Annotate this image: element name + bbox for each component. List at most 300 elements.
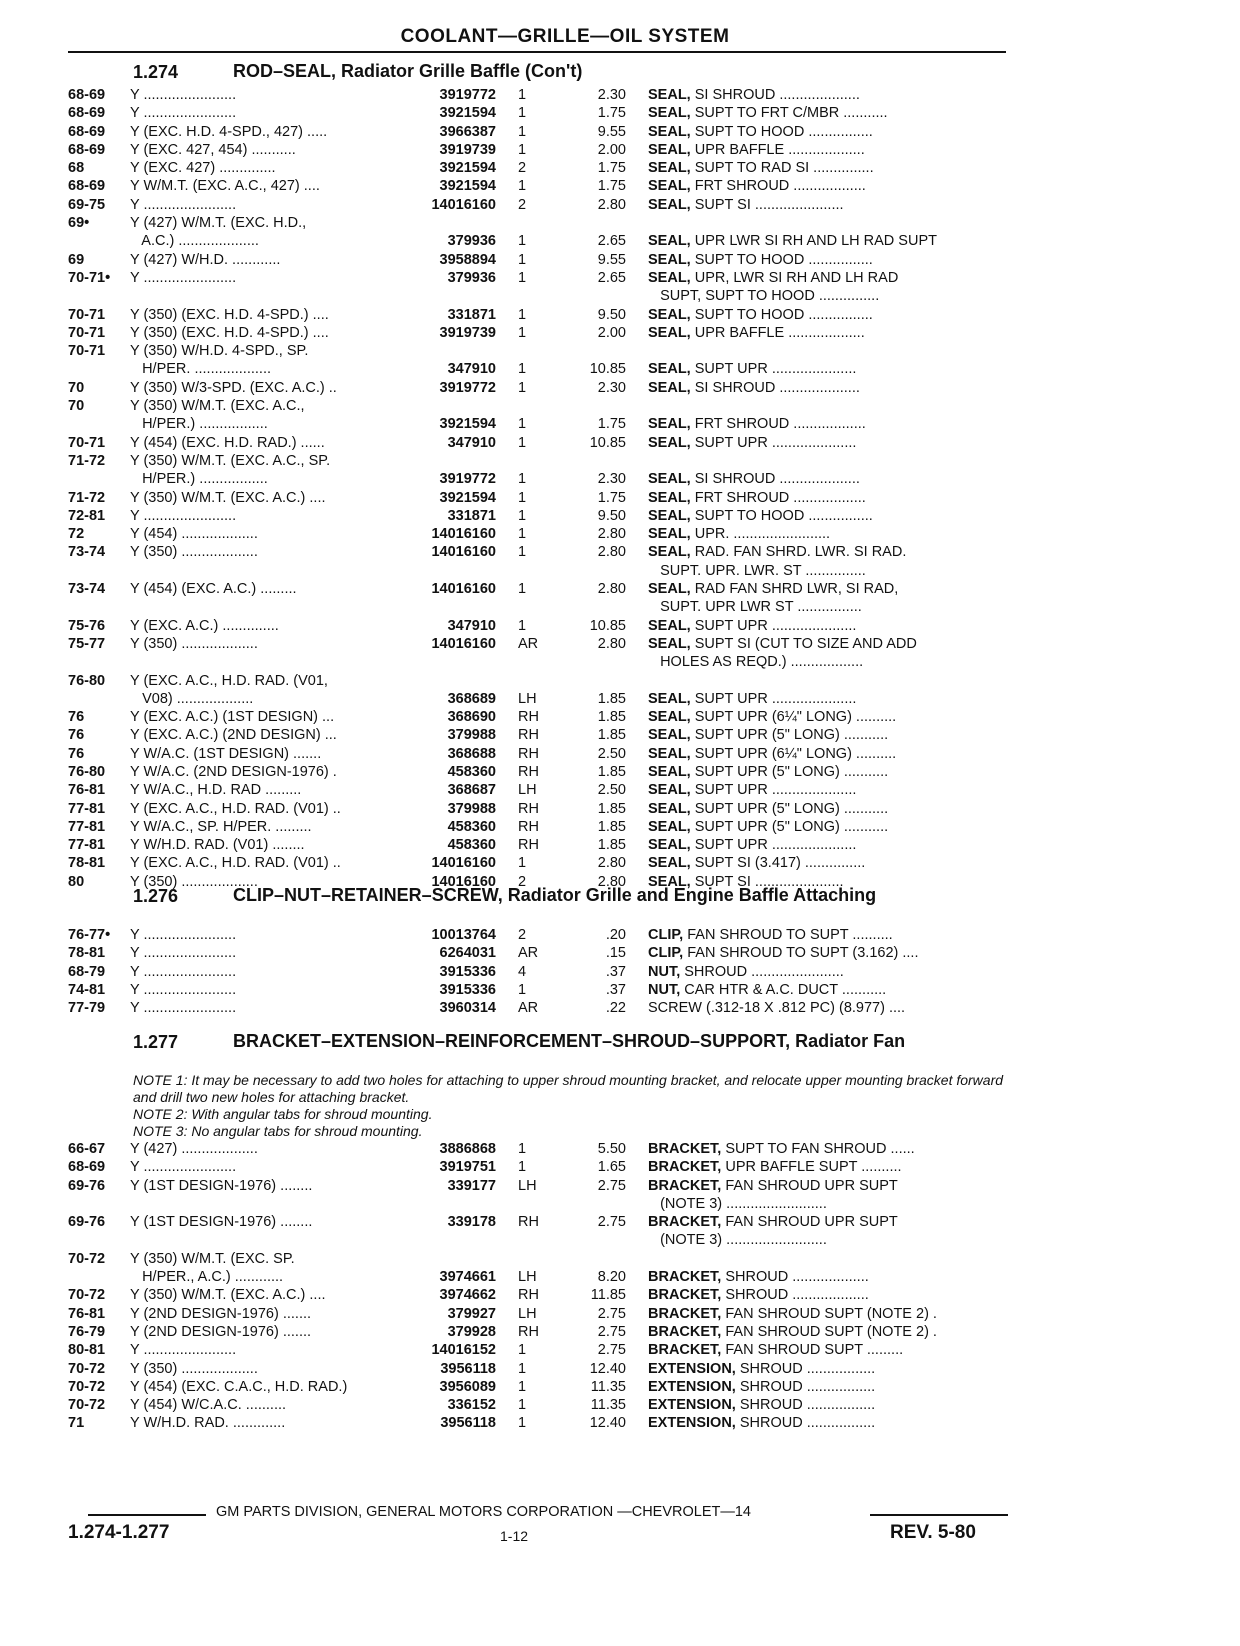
price: 9.55 <box>597 251 626 268</box>
table-row <box>0 926 1240 944</box>
application: H/PER.) ................. <box>130 416 268 433</box>
description: SEAL, SUPT TO RAD SI ............... <box>648 160 874 177</box>
price: 1.85 <box>597 690 626 707</box>
header-rule <box>68 51 1006 53</box>
application: Y (350) W/M.T. (EXC. SP. <box>130 1250 295 1267</box>
price: 1.75 <box>597 160 626 177</box>
table-row <box>0 141 1240 159</box>
price: 2.50 <box>597 745 626 762</box>
part-number: 458360 <box>447 818 496 835</box>
footer-page-number: 1-12 <box>500 1528 529 1544</box>
price: 1.75 <box>597 416 626 433</box>
description: SEAL, SUPT UPR ..................... <box>648 434 857 451</box>
description: SCREW (.312-18 X .812 PC) (8.977) .... <box>648 1000 906 1017</box>
quantity: LH <box>518 690 537 707</box>
quantity: 1 <box>518 105 527 122</box>
model-year: 76-80 <box>68 763 106 780</box>
part-number: 379988 <box>447 727 496 744</box>
part-number: 331871 <box>447 306 496 323</box>
quantity: RH <box>518 763 539 780</box>
part-number: 3921594 <box>439 178 496 195</box>
description: EXTENSION, SHROUD ................. <box>648 1397 876 1414</box>
price: 2.80 <box>597 526 626 543</box>
table-row <box>0 580 1240 598</box>
application: Y (2ND DESIGN-1976) ....... <box>130 1305 312 1322</box>
quantity: 1 <box>518 1141 527 1157</box>
table-row <box>0 963 1240 981</box>
model-year: 78-81 <box>68 855 106 872</box>
price: 8.20 <box>597 1269 626 1286</box>
part-number: 3886868 <box>439 1141 496 1157</box>
quantity: 1 <box>518 123 527 140</box>
table-row <box>0 177 1240 195</box>
part-number: 3974661 <box>439 1269 496 1286</box>
model-year: 76 <box>68 727 85 744</box>
price: 11.35 <box>590 1378 626 1395</box>
quantity: 1 <box>518 306 527 323</box>
part-number: 3956118 <box>440 1415 496 1432</box>
description: SUPT, SUPT TO HOOD ............... <box>648 288 880 305</box>
quantity: LH <box>518 1269 537 1286</box>
part-number: 3915336 <box>439 981 496 998</box>
application: Y (454) (EXC. C.A.C., H.D. RAD.) <box>130 1378 348 1395</box>
table-row <box>0 489 1240 507</box>
model-year: 68-69 <box>68 1159 106 1176</box>
description: SEAL, SUPT UPR (5" LONG) ........... <box>648 800 889 817</box>
quantity: 1 <box>518 544 527 561</box>
model-year: 72-81 <box>68 507 106 524</box>
footer-rule-left <box>88 1514 206 1516</box>
quantity: 1 <box>518 1415 527 1432</box>
price: 2.80 <box>597 873 626 890</box>
part-number: 368689 <box>447 690 496 707</box>
model-year: 70-71 <box>68 434 106 451</box>
price: 11.85 <box>590 1287 626 1304</box>
description: SEAL, SI SHROUD .................... <box>648 379 860 396</box>
application: H/PER.) ................. <box>130 471 268 488</box>
quantity: 1 <box>518 178 527 195</box>
table-row <box>0 379 1240 397</box>
application: Y (350) W/M.T. (EXC. A.C.) .... <box>130 1287 326 1304</box>
quantity: RH <box>518 745 539 762</box>
application: Y (350) W/M.T. (EXC. A.C.) .... <box>130 489 326 506</box>
price: 2.80 <box>597 544 626 561</box>
table-row <box>0 854 1240 872</box>
quantity: RH <box>518 800 539 817</box>
table-row <box>0 1360 1240 1378</box>
section-title: CLIP–NUT–RETAINER–SCREW, Radiator Grille and Engine Baffle Attaching <box>233 885 877 905</box>
application: Y (EXC. 427, 454) ........... <box>130 141 296 158</box>
part-number: 379927 <box>447 1305 496 1322</box>
table-row <box>0 1177 1240 1195</box>
description: BRACKET, SUPT TO FAN SHROUD ...... <box>648 1141 915 1157</box>
part-number: 3958894 <box>439 251 496 268</box>
description: (NOTE 3) ......................... <box>648 1232 827 1249</box>
price: 12.40 <box>589 1415 626 1432</box>
table-row <box>0 781 1240 799</box>
quantity: 1 <box>518 87 527 103</box>
model-year: 77-81 <box>68 800 106 817</box>
table-row <box>0 452 1240 470</box>
quantity: 1 <box>518 379 527 396</box>
application: Y (350) W/M.T. (EXC. A.C., <box>130 398 305 415</box>
application: Y (350) W/M.T. (EXC. A.C., SP. <box>130 452 331 469</box>
price: 2.30 <box>597 471 626 488</box>
section-1-276 <box>0 886 1240 1017</box>
table-row <box>0 1323 1240 1341</box>
part-number: 347910 <box>447 361 496 378</box>
description: BRACKET, SHROUD ................... <box>648 1287 869 1304</box>
application: Y (427) ................... <box>130 1141 258 1157</box>
model-year: 71 <box>68 1415 85 1432</box>
application: Y ....................... <box>130 981 237 998</box>
price: 10.85 <box>589 434 626 451</box>
section-number: 1.276 <box>133 886 179 906</box>
price: 2.30 <box>597 87 626 103</box>
application: H/PER., A.C.) ............ <box>130 1269 284 1286</box>
application: Y ....................... <box>130 1342 237 1359</box>
description: BRACKET, FAN SHROUD UPR SUPT <box>648 1214 898 1231</box>
model-year: 77-79 <box>68 1000 106 1017</box>
description: SEAL, SI SHROUD .................... <box>648 471 860 488</box>
description: BRACKET, UPR BAFFLE SUPT .......... <box>648 1159 902 1176</box>
price: 2.75 <box>597 1323 626 1340</box>
part-number: 14016160 <box>431 635 496 652</box>
model-year: 66-67 <box>68 1141 106 1157</box>
quantity: LH <box>518 1305 537 1322</box>
application: Y (350) ................... <box>130 635 258 652</box>
model-year: 71-72 <box>68 489 106 506</box>
model-year: 76 <box>68 745 85 762</box>
price: 2.75 <box>597 1342 626 1359</box>
application: Y W/H.D. RAD. ............. <box>130 1415 286 1432</box>
model-year: 70-71 <box>68 343 106 360</box>
model-year: 68-69 <box>68 87 106 103</box>
section-1-274 <box>0 62 1240 891</box>
model-year: 76-81 <box>68 782 106 799</box>
model-year: 76-77• <box>68 927 111 943</box>
table-row <box>0 1231 1240 1249</box>
table-row <box>0 269 1240 287</box>
description: NUT, SHROUD ....................... <box>648 963 844 980</box>
application: Y W/A.C., SP. H/PER. ......... <box>130 818 312 835</box>
part-number: 14016160 <box>431 526 496 543</box>
section-title: BRACKET–EXTENSION–REINFORCEMENT–SHROUD–SUPPORT, Radiator Fan <box>233 1031 906 1051</box>
application: Y (1ST DESIGN-1976) ........ <box>130 1214 313 1231</box>
model-year: 80 <box>68 873 85 890</box>
quantity: RH <box>518 709 539 726</box>
section-heading <box>0 886 1240 926</box>
table-row <box>0 598 1240 616</box>
price: 9.55 <box>597 123 626 140</box>
table-row <box>0 434 1240 452</box>
description: CLIP, FAN SHROUD TO SUPT .......... <box>648 927 893 943</box>
quantity: 2 <box>518 160 527 177</box>
application: Y (350) (EXC. H.D. 4-SPD.) .... <box>130 324 329 341</box>
quantity: 1 <box>518 434 527 451</box>
table-row <box>0 726 1240 744</box>
price: 10.85 <box>589 617 626 634</box>
quantity: 1 <box>518 269 527 286</box>
table-row <box>0 617 1240 635</box>
price: .15 <box>605 945 626 962</box>
table-row <box>0 690 1240 708</box>
table-row <box>0 1213 1240 1231</box>
application: Y ....................... <box>130 105 237 122</box>
part-number: 14016160 <box>431 855 496 872</box>
quantity: 1 <box>518 233 527 250</box>
price: 2.65 <box>597 269 626 286</box>
model-year: 70-72 <box>68 1360 106 1377</box>
part-number: 347910 <box>447 434 496 451</box>
table-row <box>0 306 1240 324</box>
description: SEAL, FRT SHROUD .................. <box>648 178 866 195</box>
price: 2.50 <box>597 782 626 799</box>
part-number: 458360 <box>447 837 496 854</box>
price: 2.80 <box>597 855 626 872</box>
description: SEAL, FRT SHROUD .................. <box>648 416 866 433</box>
price: .20 <box>605 927 626 943</box>
model-year: 70-71• <box>68 269 111 286</box>
quantity: 1 <box>518 617 527 634</box>
parts-table <box>0 926 1240 1017</box>
footer-section-range: 1.274-1.277 <box>68 1522 170 1543</box>
table-row <box>0 415 1240 433</box>
application: H/PER. ................... <box>130 361 271 378</box>
application: Y (454) ................... <box>130 526 258 543</box>
price: 10.85 <box>589 361 626 378</box>
application: Y (EXC. 427) .............. <box>130 160 276 177</box>
model-year: 70-72 <box>68 1378 106 1395</box>
section-heading <box>0 1032 1240 1072</box>
part-number: 347910 <box>447 617 496 634</box>
application: Y W/A.C., H.D. RAD ......... <box>130 782 302 799</box>
table-row <box>0 672 1240 690</box>
price: 1.75 <box>597 489 626 506</box>
quantity: RH <box>518 1287 539 1304</box>
description: EXTENSION, SHROUD ................. <box>648 1415 876 1432</box>
application: Y ....................... <box>130 87 237 103</box>
price: 5.50 <box>597 1141 626 1157</box>
quantity: 1 <box>518 507 527 524</box>
table-row <box>0 836 1240 854</box>
part-number: 339178 <box>447 1214 496 1231</box>
model-year: 70-71 <box>68 306 106 323</box>
price: .22 <box>605 1000 626 1017</box>
description: SEAL, SUPT SI ...................... <box>648 873 844 890</box>
application: Y (427) W/M.T. (EXC. H.D., <box>130 215 307 232</box>
quantity: RH <box>518 727 539 744</box>
description: SEAL, SUPT UPR ..................... <box>648 837 857 854</box>
quantity: 1 <box>518 324 527 341</box>
section-notes <box>133 1072 1013 1140</box>
description: SEAL, SUPT UPR ..................... <box>648 782 857 799</box>
part-number: 3921594 <box>439 160 496 177</box>
description: SEAL, RAD. FAN SHRD. LWR. SI RAD. <box>648 544 907 561</box>
description: EXTENSION, SHROUD ................. <box>648 1360 876 1377</box>
application: Y ....................... <box>130 269 237 286</box>
part-number: 379936 <box>447 233 496 250</box>
application: Y ....................... <box>130 1000 237 1017</box>
price: 1.85 <box>597 709 626 726</box>
quantity: 1 <box>518 526 527 543</box>
model-year: 76-81 <box>68 1305 106 1322</box>
description: (NOTE 3) ......................... <box>648 1195 827 1212</box>
quantity: 2 <box>518 873 527 890</box>
quantity: 1 <box>518 1397 527 1414</box>
application: Y (350) ................... <box>130 1360 258 1377</box>
quantity: RH <box>518 818 539 835</box>
description: SEAL, SUPT UPR (5" LONG) ........... <box>648 727 889 744</box>
description: SUPT. UPR LWR ST ................ <box>648 599 862 616</box>
application: Y (350) W/H.D. 4-SPD., SP. <box>130 343 309 360</box>
description: SEAL, SUPT TO HOOD ................ <box>648 507 873 524</box>
quantity: 1 <box>518 141 527 158</box>
table-row <box>0 1140 1240 1158</box>
price: 1.85 <box>597 800 626 817</box>
part-number: 3919772 <box>439 379 496 396</box>
price: 2.30 <box>597 379 626 396</box>
quantity: AR <box>518 1000 539 1017</box>
quantity: 1 <box>518 1159 527 1176</box>
price: 1.75 <box>597 105 626 122</box>
note-text: NOTE 3: No angular tabs for shroud mounting. <box>133 1123 423 1139</box>
part-number: 458360 <box>447 763 496 780</box>
quantity: RH <box>518 1214 539 1231</box>
quantity: LH <box>518 782 537 799</box>
model-year: 70-72 <box>68 1287 106 1304</box>
part-number: 3921594 <box>439 489 496 506</box>
part-number: 339177 <box>447 1177 496 1194</box>
application: Y (1ST DESIGN-1976) ........ <box>130 1177 313 1194</box>
price: 1.85 <box>597 763 626 780</box>
quantity: 1 <box>518 981 527 998</box>
model-year: 70-71 <box>68 324 106 341</box>
table-row <box>0 123 1240 141</box>
table-row <box>0 86 1240 104</box>
quantity: 1 <box>518 489 527 506</box>
quantity: 4 <box>518 963 527 980</box>
model-year: 69 <box>68 251 85 268</box>
part-number: 3919772 <box>439 87 496 103</box>
model-year: 68 <box>68 160 85 177</box>
description: BRACKET, FAN SHROUD SUPT (NOTE 2) . <box>648 1305 937 1322</box>
price: 9.50 <box>597 507 626 524</box>
description: SEAL, SUPT TO HOOD ................ <box>648 251 873 268</box>
part-number: 368688 <box>447 745 496 762</box>
description: BRACKET, FAN SHROUD SUPT ......... <box>648 1342 904 1359</box>
application: Y (454) (EXC. A.C.) ......... <box>130 581 297 598</box>
price: 1.85 <box>597 727 626 744</box>
application: Y (EXC. A.C.) (2ND DESIGN) ... <box>130 727 337 744</box>
table-row <box>0 214 1240 232</box>
application: Y ....................... <box>130 963 237 980</box>
part-number: 368690 <box>447 709 496 726</box>
part-number: 10013764 <box>431 927 496 943</box>
price: 1.85 <box>597 837 626 854</box>
description: SEAL, SUPT UPR ..................... <box>648 617 857 634</box>
description: SUPT. UPR. LWR. ST ............... <box>648 562 866 579</box>
price: 2.80 <box>597 581 626 598</box>
quantity: 1 <box>518 581 527 598</box>
table-row <box>0 1250 1240 1268</box>
description: SEAL, SUPT TO FRT C/MBR ........... <box>648 105 888 122</box>
table-row <box>0 1286 1240 1304</box>
page-header-title: COOLANT—GRILLE—OIL SYSTEM <box>400 26 730 47</box>
table-row <box>0 999 1240 1017</box>
quantity: RH <box>518 1323 539 1340</box>
description: CLIP, FAN SHROUD TO SUPT (3.162) .... <box>648 945 919 962</box>
application: Y (EXC. A.C.) (1ST DESIGN) ... <box>130 709 335 726</box>
table-row <box>0 818 1240 836</box>
part-number: 14016160 <box>431 873 496 890</box>
part-number: 3919772 <box>439 471 496 488</box>
part-number: 3919751 <box>439 1159 496 1176</box>
part-number: 3966387 <box>439 123 496 140</box>
model-year: 68-79 <box>68 963 106 980</box>
application: Y (EXC. H.D. 4-SPD., 427) ..... <box>130 123 328 140</box>
application: Y (454) W/C.A.C. .......... <box>130 1397 287 1414</box>
description: SEAL, FRT SHROUD .................. <box>648 489 866 506</box>
model-year: 76-80 <box>68 672 106 689</box>
section-number: 1.274 <box>133 62 179 82</box>
table-row <box>0 196 1240 214</box>
application: Y (EXC. A.C., H.D. RAD. (V01, <box>130 672 328 689</box>
footer-rule-right <box>870 1514 1008 1516</box>
section-1-277 <box>0 1032 1240 1433</box>
description: HOLES AS REQD.) .................. <box>648 654 864 671</box>
part-number: 3915336 <box>439 963 496 980</box>
part-number: 14016160 <box>431 196 496 213</box>
part-number: 3921594 <box>439 105 496 122</box>
application: Y ....................... <box>130 945 237 962</box>
model-year: 73-74 <box>68 581 106 598</box>
model-year: 71-72 <box>68 452 106 469</box>
table-row <box>0 1378 1240 1396</box>
price: 2.80 <box>597 196 626 213</box>
quantity: LH <box>518 1177 537 1194</box>
quantity: 1 <box>518 855 527 872</box>
part-number: 14016160 <box>431 544 496 561</box>
part-number: 3921594 <box>439 416 496 433</box>
price: 1.65 <box>597 1159 626 1176</box>
table-row <box>0 1195 1240 1213</box>
model-year: 70 <box>68 379 85 396</box>
quantity: 1 <box>518 361 527 378</box>
part-number: 368687 <box>447 782 496 799</box>
price: 2.75 <box>597 1214 626 1231</box>
table-row <box>0 981 1240 999</box>
price: 2.00 <box>597 324 626 341</box>
description: BRACKET, FAN SHROUD UPR SUPT <box>648 1177 898 1194</box>
description: EXTENSION, SHROUD ................. <box>648 1378 876 1395</box>
model-year: 69-75 <box>68 196 106 213</box>
table-row <box>0 562 1240 580</box>
table-row <box>0 1396 1240 1414</box>
table-row <box>0 324 1240 342</box>
section-title: ROD–SEAL, Radiator Grille Baffle (Con't) <box>233 61 583 81</box>
table-row <box>0 800 1240 818</box>
section-number: 1.277 <box>133 1032 179 1052</box>
application: Y (EXC. A.C., H.D. RAD. (V01) .. <box>130 800 341 817</box>
description: SEAL, UPR BAFFLE ................... <box>648 324 865 341</box>
model-year: 75-76 <box>68 617 106 634</box>
model-year: 69-76 <box>68 1214 106 1231</box>
application: Y (EXC. A.C., H.D. RAD. (V01) .. <box>130 855 341 872</box>
part-number: 379936 <box>447 269 496 286</box>
model-year: 75-77 <box>68 635 106 652</box>
application: Y ....................... <box>130 196 237 213</box>
